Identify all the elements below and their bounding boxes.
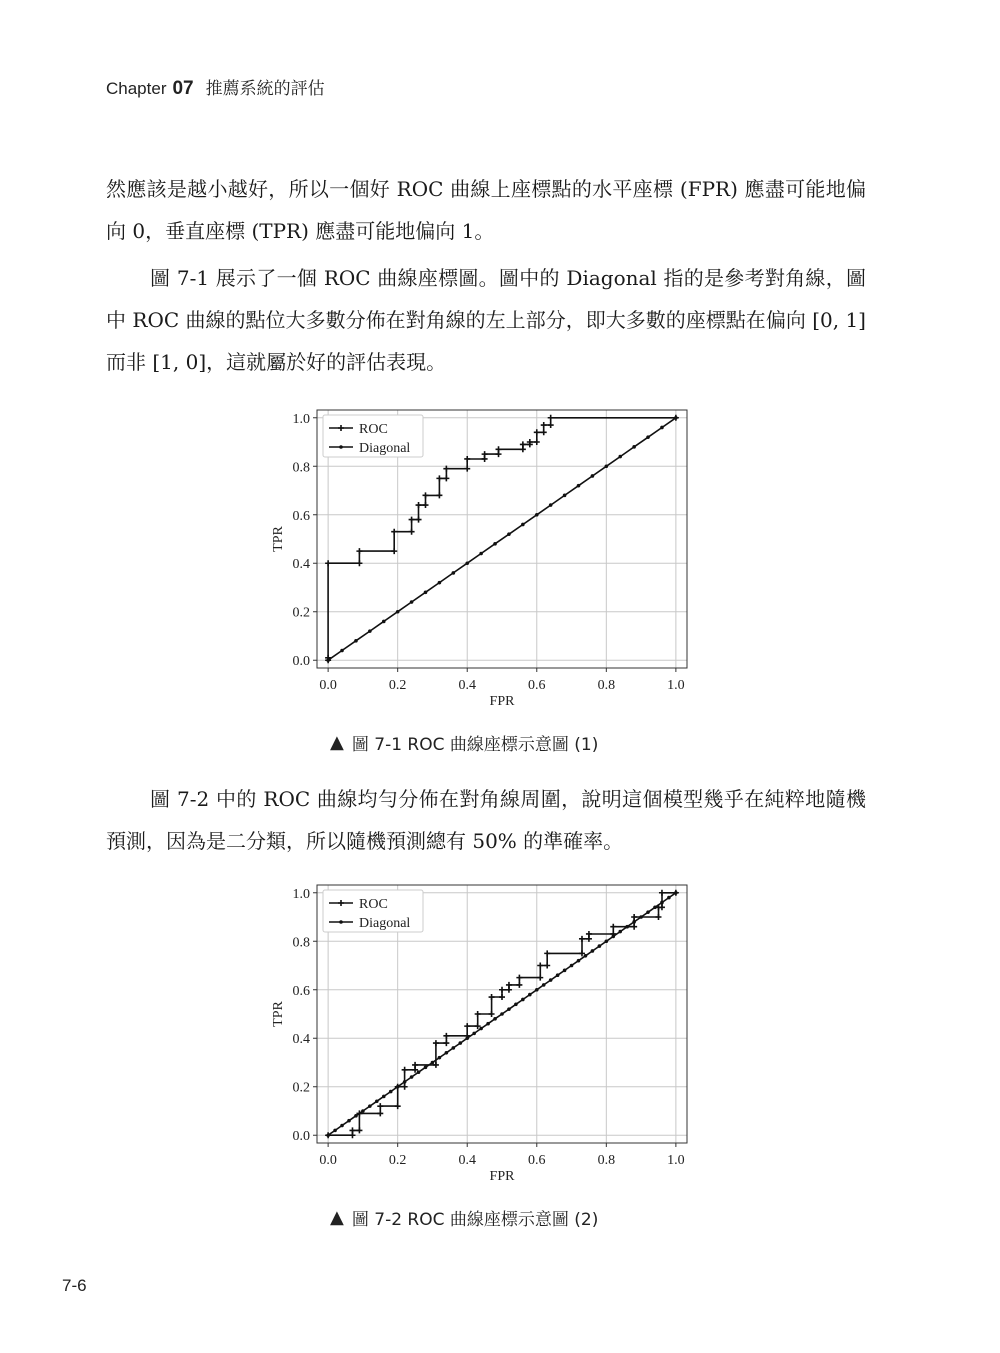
diagonal-point [598, 944, 602, 948]
triangle-marker-icon: ▲ [330, 731, 344, 753]
triangle-marker-icon: ▲ [330, 1206, 344, 1228]
diagonal-point [465, 1036, 469, 1040]
y-tick-label: 0.8 [292, 935, 310, 951]
diagonal-point [424, 1066, 428, 1070]
diagonal-point [465, 561, 469, 565]
diagonal-point [438, 1056, 442, 1060]
diagonal-point [660, 901, 664, 905]
x-tick-label: 0.0 [319, 1153, 337, 1168]
diagonal-point [563, 494, 567, 498]
diagonal-point [382, 620, 386, 624]
chapter-number: 07 [172, 78, 194, 99]
roc-chart-2 [262, 875, 702, 1197]
diagonal-point [458, 1041, 462, 1045]
y-axis-label: TPR [271, 526, 286, 552]
legend-label-roc: ROC [359, 897, 388, 912]
figure-7-1 [262, 400, 702, 726]
y-tick-label: 1.0 [292, 411, 310, 427]
figure-7-2 [262, 875, 702, 1201]
x-tick-label: 0.8 [597, 1153, 616, 1168]
diagonal-point [452, 571, 456, 575]
diagonal-point [591, 949, 595, 953]
diagonal-point [382, 1095, 386, 1099]
diagonal-point [618, 455, 622, 459]
diagonal-point [570, 964, 574, 968]
diagonal-point [493, 1017, 497, 1021]
y-tick-label: 1.0 [292, 886, 310, 902]
diagonal-point [646, 910, 650, 914]
diagonal-point [410, 1075, 414, 1079]
diagonal-point [368, 629, 372, 633]
diagonal-point [535, 513, 539, 517]
diagonal-point [347, 1119, 351, 1123]
diagonal-point [354, 1114, 358, 1118]
diagonal-point [653, 906, 657, 910]
diagonal-point [542, 983, 546, 987]
diagonal-point [361, 1109, 365, 1113]
diagonal-point [375, 1099, 379, 1103]
diagonal-point [326, 658, 330, 662]
diagonal-point [521, 998, 525, 1002]
diagonal-point [639, 915, 643, 919]
diagonal-point [479, 552, 483, 556]
diagonal-point [368, 1104, 372, 1108]
diagonal-point [632, 445, 636, 449]
legend-label-diagonal: Diagonal [359, 441, 411, 456]
diagonal-point [486, 1022, 490, 1026]
diagonal-point [618, 930, 622, 934]
legend-label-diagonal: Diagonal [359, 916, 411, 931]
x-tick-label: 1.0 [667, 678, 685, 693]
x-axis-label: FPR [489, 694, 515, 709]
diagonal-point [438, 581, 442, 585]
figure-caption-1 [330, 730, 598, 755]
y-tick-label: 0.4 [292, 557, 310, 573]
diagonal-point [340, 649, 344, 653]
diagonal-point [549, 503, 553, 507]
diagonal-point [563, 969, 567, 973]
diagonal-point [605, 464, 609, 468]
x-tick-label: 0.4 [458, 1153, 476, 1168]
diagonal-point [507, 532, 511, 536]
diagonal-point [417, 1070, 421, 1074]
diagonal-point [403, 1080, 407, 1084]
y-tick-label: 0.6 [292, 983, 310, 999]
diagonal-point [445, 1051, 449, 1055]
diagonal-point [521, 523, 525, 527]
diagonal-point [577, 484, 581, 488]
diagonal-point [667, 896, 671, 900]
running-header [106, 74, 325, 100]
x-tick-label: 1.0 [667, 1153, 685, 1168]
legend-label-roc: ROC [359, 422, 388, 437]
diagonal-point [528, 993, 532, 997]
legend-marker [339, 445, 343, 449]
diagonal-point [591, 474, 595, 478]
body-paragraph-2: 圖 7-1 展示了一個 ROC 曲線座標圖。圖中的 Diagonal 指的是參考對角線，圖中 ROC 曲線的點位大多數分佈在對角線的左上部分，即大多數的座標點在偏向 [0, 1] 而非 [1, 0]，這就屬於好的評估表現。 [106, 266, 866, 374]
chapter-title: 推薦系統的評估 [205, 79, 325, 99]
diagonal-point [431, 1061, 435, 1065]
diagonal-point [500, 1012, 504, 1016]
legend-marker [339, 920, 343, 924]
y-tick-label: 0.2 [292, 1080, 310, 1096]
diagonal-point [410, 600, 414, 604]
x-axis-label: FPR [489, 1169, 515, 1184]
diagonal-point [674, 416, 678, 420]
diagonal-point [326, 1133, 330, 1137]
diagonal-point [396, 1085, 400, 1089]
diagonal-point [646, 435, 650, 439]
diagonal-point [632, 920, 636, 924]
diagonal-point [507, 1007, 511, 1011]
diagonal-point [556, 973, 560, 977]
chapter-label: Chapter [106, 79, 167, 98]
diagonal-point [535, 988, 539, 992]
diagonal-point [424, 591, 428, 595]
diagonal-point [340, 1124, 344, 1128]
diagonal-point [333, 1129, 337, 1133]
diagonal-point [396, 610, 400, 614]
diagonal-point [549, 978, 553, 982]
diagonal-point [674, 891, 678, 895]
x-tick-label: 0.4 [458, 678, 476, 693]
x-tick-label: 0.6 [528, 678, 546, 693]
figure-caption-2 [330, 1205, 598, 1230]
caption-text: 圖 7-1 ROC 曲線座標示意圖 (1) [351, 735, 599, 755]
y-tick-label: 0.8 [292, 460, 310, 476]
diagonal-point [611, 935, 615, 939]
x-tick-label: 0.0 [319, 678, 337, 693]
diagonal-point [625, 925, 629, 929]
y-tick-label: 0.6 [292, 508, 310, 524]
roc-chart-1 [262, 400, 702, 722]
diagonal-point [605, 939, 609, 943]
diagonal-point [452, 1046, 456, 1050]
x-tick-label: 0.2 [388, 678, 407, 693]
x-tick-label: 0.8 [597, 678, 616, 693]
diagonal-point [354, 639, 358, 643]
diagonal-point [479, 1027, 483, 1031]
diagonal-point [493, 542, 497, 546]
diagonal-point [514, 1003, 518, 1007]
body-paragraph-1: 然應該是越小越好，所以一個好 ROC 曲線上座標點的水平座標 (FPR) 應盡可能地偏向 0，垂直座標 (TPR) 應盡可能地偏向 1。 [106, 177, 866, 243]
diagonal-point [389, 1090, 393, 1094]
y-tick-label: 0.2 [292, 605, 310, 621]
y-axis-label: TPR [271, 1001, 286, 1027]
diagonal-point [472, 1032, 476, 1036]
y-tick-label: 0.4 [292, 1032, 310, 1048]
y-tick-label: 0.0 [292, 1129, 310, 1145]
y-tick-label: 0.0 [292, 654, 310, 670]
diagonal-point [577, 959, 581, 963]
diagonal-point [584, 954, 588, 958]
diagonal-point [660, 426, 664, 430]
x-tick-label: 0.2 [388, 1153, 407, 1168]
body-paragraph-3: 圖 7-2 中的 ROC 曲線均勻分佈在對角線周圍，說明這個模型幾乎在純粹地隨機預測，因為是二分類，所以隨機預測總有 50% 的準確率。 [106, 787, 866, 853]
x-tick-label: 0.6 [528, 1153, 546, 1168]
page-number: 7-6 [62, 1276, 87, 1295]
caption-text: 圖 7-2 ROC 曲線座標示意圖 (2) [351, 1210, 599, 1230]
